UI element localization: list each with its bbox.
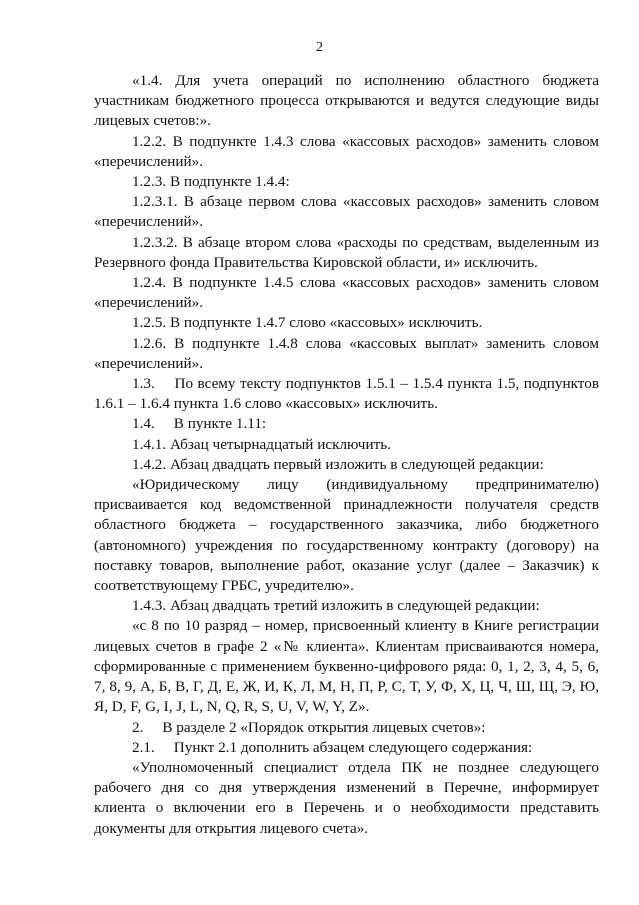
paragraph: 1.3. По всему тексту подпунктов 1.5.1 – 1.5.4 пункта 1.5, подпунктов 1.6.1 – 1.6.4 пункта 1.6 слово «кассовых» исключить. (94, 375, 599, 413)
document-body (94, 71, 599, 839)
paragraph: 1.2.3. В подпункте 1.4.4: (132, 173, 290, 191)
paragraph: 1.4.1. Абзац четырнадцатый исключить. (132, 435, 391, 453)
paragraph: 1.2.3.1. В абзаце первом слова «кассовых расходов» заменить словом «перечислений». (94, 193, 599, 231)
paragraph: 1.2.4. В подпункте 1.4.5 слова «кассовых расходов» заменить словом «перечислений». (94, 274, 599, 312)
quoted-paragraph: «Уполномоченный специалист отдела ПК не позднее следующего рабочего дня со дня утверждения изменений в Перечне, информирует клиента о включении его в Перечень и о необходимости представить документы для открытия лицевого счета». (94, 758, 599, 837)
paragraph: 1.2.5. В подпункте 1.4.7 слово «кассовых» исключить. (132, 314, 483, 332)
paragraph: 1.2.3.2. В абзаце втором слова «расходы по средствам, выделенным из Резервного фонда Правительства Кировской области, и» исключить. (94, 233, 599, 271)
quoted-paragraph: «Юридическому лицу (индивидуальному предпринимателю) присваивается код ведомственной принадлежности получателя средств областного бюджета – государственного заказчика, либо бюджетного (автономного) учреждения по государственному контракту (договору) на поставку товаров, выполнение работ, оказание услуг (далее – Заказчик) к соответствующему ГРБС, учредителю». (94, 476, 599, 595)
paragraph: 1.4.2. Абзац двадцать первый изложить в следующей редакции: (132, 455, 544, 473)
paragraph: 1.4.3. Абзац двадцать третий изложить в следующей редакции: (132, 597, 540, 615)
paragraph: «1.4. Для учета операций по исполнению областного бюджета участникам бюджетного процесса открываются и ведутся следующие виды лицевых счетов:». (94, 72, 599, 130)
paragraph: 1.2.6. В подпункте 1.4.8 слова «кассовых выплат» заменить словом «перечислений». (94, 334, 599, 372)
paragraph: 2. В разделе 2 «Порядок открытия лицевых счетов»: (132, 718, 486, 736)
paragraph: 1.2.2. В подпункте 1.4.3 слова «кассовых расходов» заменить словом «перечислений». (94, 132, 599, 170)
paragraph: 1.4. В пункте 1.11: (132, 415, 267, 433)
quoted-paragraph: «с 8 по 10 разряд – номер, присвоенный клиенту в Книге регистрации лицевых счетов в графе 2 «№ клиента». Клиентам присваиваются номера, сформированные с применением буквенно-цифрового ряда: 0, 1, 2, 3, 4, 5, 6, 7, 8, 9, А, Б, В, Г, Д, Е, Ж, И, К, Л, М, Н, П, Р, С, Т, У, Ф, Х, Ц, Ч, Ш, Щ, Э, Ю, Я, D, F, G, I, J, L, N, Q, R, S, U, V, W, Y, Z». (94, 617, 599, 716)
paragraph: 2.1. Пункт 2.1 дополнить абзацем следующего содержания: (132, 738, 533, 756)
page-number: 2 (316, 40, 323, 55)
